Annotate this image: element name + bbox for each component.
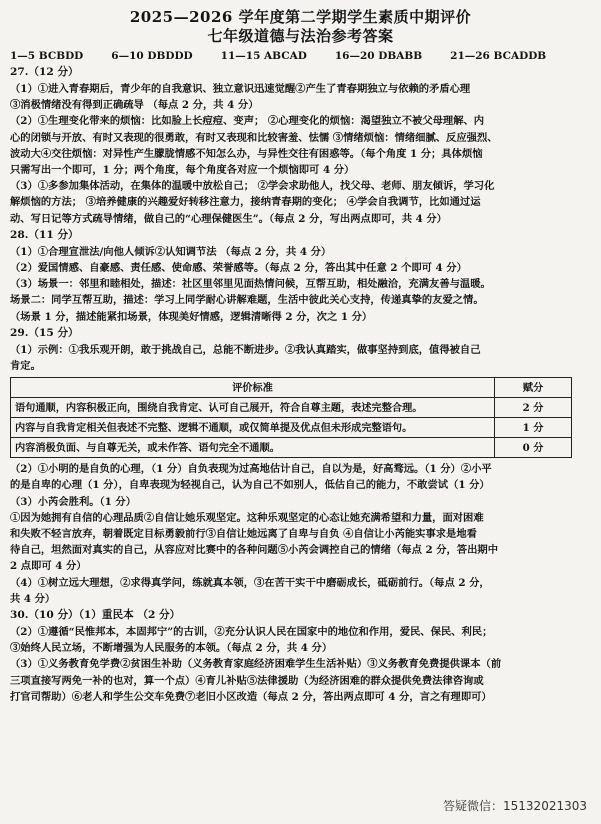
question-30 xyxy=(10,607,591,705)
q27-line: 波动大④交往烦恼：对异性产生朦胧情感不知怎么办，与异性交往有困惑等。（每个角度 1 分；具体烦恼 xyxy=(10,147,483,160)
answer-key-6-10: 6—10 DBDDD xyxy=(111,50,193,62)
question-27-heading: 27.（12 分） xyxy=(10,66,79,78)
question-29-heading: 29.（15 分） xyxy=(10,326,79,339)
q30-line: ③始终人民立场，不断增强为人民服务的本领。（每点 2 分，共 4 分） xyxy=(10,642,333,655)
q28-line: （场景 1 分，描述能紧扣场景，体现美好情感，逻辑清晰得 2 分，次之 1 分） xyxy=(10,310,373,323)
q29-line: （2）①小明的是自负的心理，（1 分）自负表现为过高地估计自己，自以为是，好高骛远。（1 分）②小平 xyxy=(10,463,492,476)
criteria-cell: 内容与自我肯定相关但表述不完整、逻辑不通顺，或仅简单提及优点但未形成完整语句。 xyxy=(11,418,495,438)
criteria-cell: 语句通顺，内容积极正向，围绕自我肯定、认可自己展开，符合自尊主题，表述完整合理。 xyxy=(11,398,495,418)
score-cell: 2 分 xyxy=(495,398,572,418)
question-28 xyxy=(10,227,591,325)
question-29 xyxy=(10,325,591,607)
q27-line: （3）①多参加集体活动，在集体的温暖中放松自己； ②学会求助他人，找父母、老师、朋友倾诉，学习化 xyxy=(10,180,495,193)
q27-line: 解烦恼的方法； ③培养健康的兴趣爱好转移注意力，接纳青春期的变化； ④学会自我调节，比如通过运 xyxy=(10,196,481,209)
q27-line: （1）①进入青春期后，青少年的自我意识、独立意识迅速觉醒②产生了青春期独立与依赖的矛盾心理 xyxy=(10,83,471,95)
q30-line: 打官司帮助）⑥老人和学生公交车免费⑦老旧小区改造（每点 2 分，答出两点即可 4 分，言之有理即可） xyxy=(10,690,492,703)
q29-line: 共 4 分） xyxy=(10,592,56,605)
q30-line: （2）①遵循“民惟邦本，本固邦宁”的古训，②充分认识人民在国家中的地位和作用，爱民、保民、利民； xyxy=(10,626,493,639)
choice-answer-keys xyxy=(10,50,591,62)
q29-line: 和失败不轻言放弃，朝着既定目标勇毅前行③自信让她远离了自卑与自负 ④自信让小芮能实事求是地看 xyxy=(10,528,477,541)
q29-line: 2 点即可 4 分） xyxy=(10,560,87,573)
score-column-header: 赋分 xyxy=(495,378,572,398)
q27-line: （2）①生理变化带来的烦恼：比如脸上长痘痘、变声； ②心理变化的烦恼：渴望独立不被父母理解、内 xyxy=(10,115,485,128)
q29-line: ①因为她拥有自信的心理品质②自信让她乐观坚定。这种乐观坚定的心态让她充满希望和力量，面对困难 xyxy=(10,511,484,524)
table-row xyxy=(11,438,572,458)
q29-line: 肯定。 xyxy=(10,360,41,373)
doc-title-line1: 2025—2026 学年度第二学期学生素质中期评价 xyxy=(129,8,472,26)
question-30-heading: 30.（10 分）（1）重民本 （2 分） xyxy=(10,609,181,622)
question-28-heading: 28.（11 分） xyxy=(10,228,79,241)
scoring-criteria-table xyxy=(10,377,572,458)
q28-line: （2）爱国情感、自豪感、责任感、使命感、荣誉感等。（每点 2 分，答出其中任意 2 个即可 4 分） xyxy=(10,262,467,275)
answer-key-11-15: 11—15 ABCAD xyxy=(220,50,307,62)
question-27 xyxy=(10,64,591,227)
q27-line: 动、写日记等方式疏导情绪，做自己的“心理保健医生”。（每点 2 分，写出两点即可，共 4 分） xyxy=(10,212,447,225)
q28-line: 场景二：同学互帮互助，描述：学习上同学耐心讲解难题，生活中彼此关心支持，传递真挚的友爱之情。 xyxy=(10,294,484,307)
criteria-column-header: 评价标准 xyxy=(11,378,495,398)
q27-line: 心的闭锁与开放、有时又表现的很勇敢，有时又表现和比较害羞、怯懦 ③情绪烦恼：情绪细腻、反应强烈、 xyxy=(10,131,498,144)
q30-line: （3）①义务教育免学费②贫困生补助（义务教育家庭经济困难学生生活补贴）③义务教育免费提供课本（前 xyxy=(10,658,502,671)
q29-line: （4）①树立远大理想，②求得真学问，练就真本领，③在苦干实干中磨砺成长，砥砺前行。（每点 2 分， xyxy=(10,576,490,589)
answer-key-1-5: 1—5 BCBDD xyxy=(10,50,84,62)
score-cell: 1 分 xyxy=(495,418,572,438)
table-row xyxy=(11,418,572,438)
answer-key-16-20: 16—20 DBABB xyxy=(334,50,423,62)
score-cell: 0 分 xyxy=(495,438,572,458)
q29-line: 待自己，坦然面对真实的自己，从容应对比赛中的各种问题⑤小芮会调控自己的情绪（每点 2 分，答出期中 xyxy=(10,544,498,557)
table-row xyxy=(11,398,572,418)
q30-line: 三项直接写两免一补的也对，算一个点）④育儿补贴⑤法律援助（为经济困难的群众提供免费法律咨询或 xyxy=(10,674,484,687)
q28-line: （3）场景一：邻里和睦相处，描述：社区里邻里见面热情问候，互帮互助，相处融洽，充满友善与温暖。 xyxy=(10,278,491,291)
answer-key-21-26: 21—26 BCADDB xyxy=(450,50,547,62)
q27-line: ③消极情绪没有得到正确疏导 （每点 2 分，共 4 分） xyxy=(10,99,259,112)
q29-line: （3）小芮会胜利。（1 分） xyxy=(10,495,137,508)
contact-wechat: 答疑微信：15132021303 xyxy=(443,799,587,813)
q28-line: （1）①合理宣泄法/向他人倾诉②认知调节法 （每点 2 分，共 4 分） xyxy=(10,245,332,258)
q29-line: （1）示例：①我乐观开朗，敢于挑战自己，总能不断进步。②我认真踏实，做事坚持到底，值得被自己 xyxy=(10,343,481,356)
criteria-cell: 内容消极负面、与自尊无关，或未作答、语句完全不通顺。 xyxy=(11,438,495,458)
q29-line: 的是自卑的心理（1 分），自卑表现为轻视自己，认为自己不如别人，低估自己的能力，不敢尝试（1 分） xyxy=(10,479,490,492)
q27-line: 只需写出一个即可，1 分；两个角度，每个角度各对应一个烦恼即可 4 分） xyxy=(10,164,355,177)
doc-title-line2: 七年级道德与法治参考答案 xyxy=(207,27,394,45)
table-header-row xyxy=(11,378,572,398)
